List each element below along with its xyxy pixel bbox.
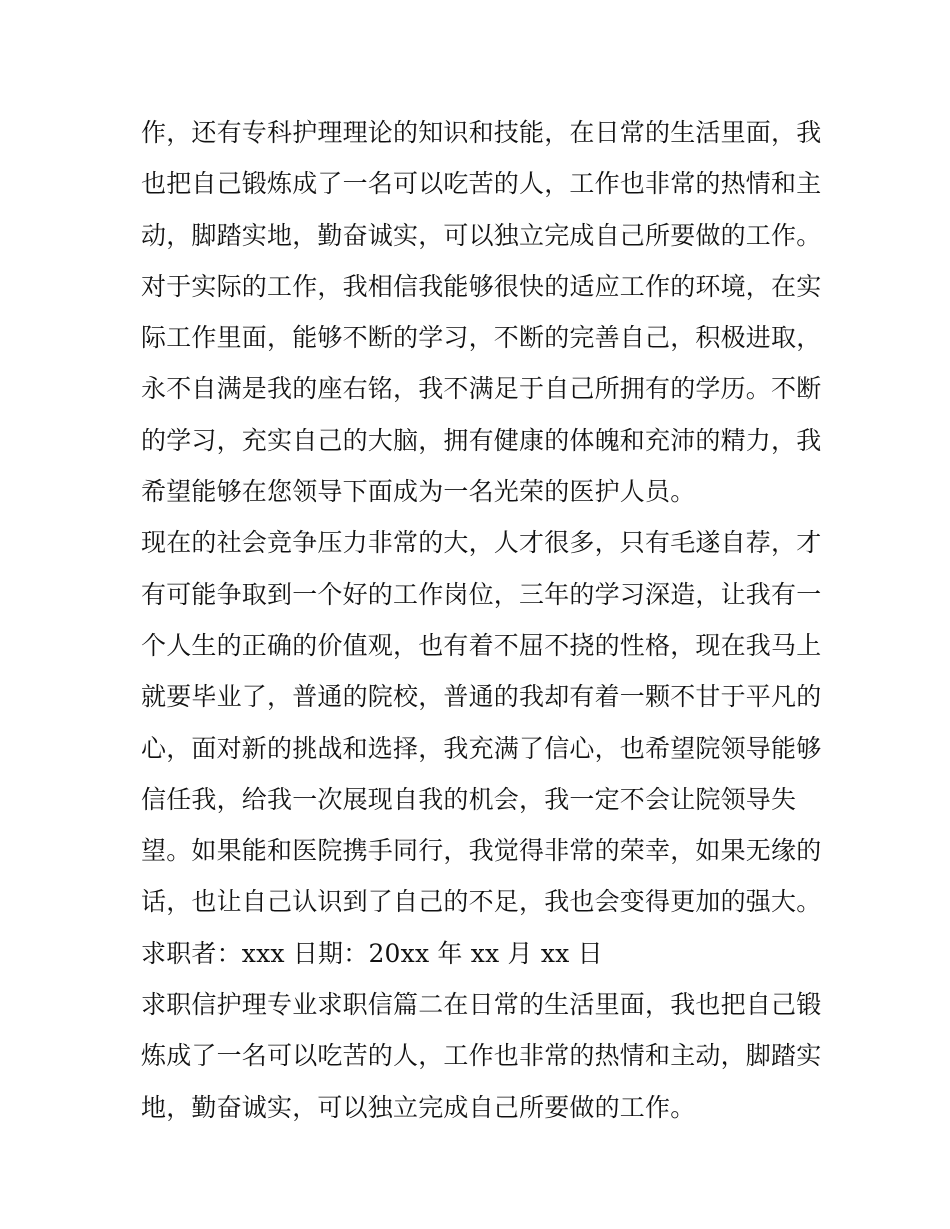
text-line: 心，面对新的挑战和选择，我充满了信心，也希望院领导能够	[141, 733, 822, 763]
text-line: 也把自己锻炼成了一名可以吃苦的人，工作也非常的热情和主	[141, 169, 822, 199]
text-line: 动，脚踏实地，勤奋诚实，可以独立完成自己所要做的工作。	[141, 220, 822, 250]
text-line: 个人生的正确的价值观，也有着不屈不挠的性格，现在我马上	[141, 630, 822, 660]
text-line: 作，还有专科护理理论的知识和技能，在日常的生活里面，我	[141, 118, 822, 147]
text-line: 炼成了一名可以吃苦的人，工作也非常的热情和主动，脚踏实	[141, 1041, 822, 1071]
text-line: 的学习，充实自己的大脑，拥有健康的体魄和充沛的精力，我	[141, 425, 822, 455]
text-line: 望。如果能和医院携手同行，我觉得非常的荣幸，如果无缘的	[141, 836, 822, 866]
text-line: 现在的社会竞争压力非常的大，人才很多，只有毛遂自荐，才	[141, 528, 822, 558]
document-body	[141, 107, 821, 1133]
text-line: 信任我，给我一次展现自我的机会，我一定不会让院领导失	[141, 784, 797, 814]
text-line: 际工作里面，能够不断的学习，不断的完善自己，积极进取，	[141, 323, 822, 353]
signature-line: 求职者：xxx 日期：20xx 年 xx 月 xx 日	[141, 938, 603, 968]
text-line: 就要毕业了，普通的院校，普通的我却有着一颗不甘于平凡的	[141, 682, 822, 712]
text-line: 希望能够在您领导下面成为一名光荣的医护人员。	[141, 477, 696, 507]
text-line: 永不自满是我的座右铭，我不满足于自己所拥有的学历。不断	[141, 374, 822, 404]
text-line: 对于实际的工作，我相信我能够很快的适应工作的环境，在实	[141, 271, 822, 301]
text-line: 有可能争取到一个好的工作岗位，三年的学习深造，让我有一	[141, 579, 822, 609]
text-line: 地，勤奋诚实，可以独立完成自己所要做的工作。	[141, 1092, 696, 1122]
text-line: 话，也让自己认识到了自己的不足，我也会变得更加的强大。	[141, 887, 822, 917]
text-line: 求职信护理专业求职信篇二在日常的生活里面，我也把自己锻	[141, 990, 822, 1020]
